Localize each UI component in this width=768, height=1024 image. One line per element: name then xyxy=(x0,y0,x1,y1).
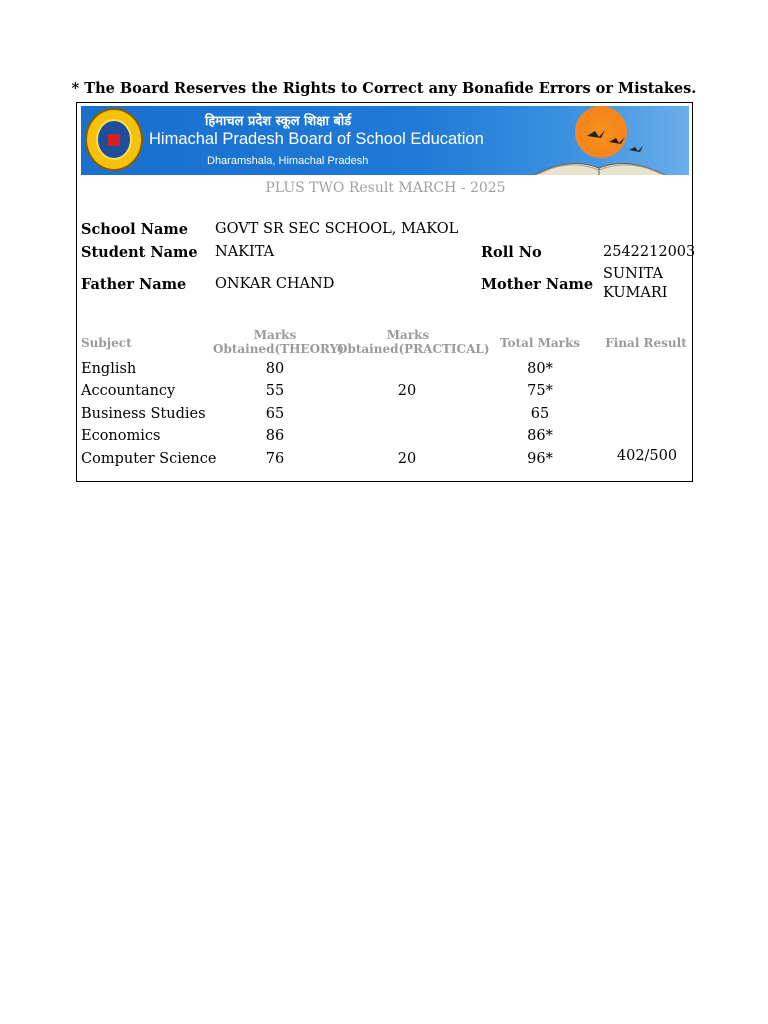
subject-cell: English xyxy=(81,361,137,377)
total-marks-cell: 96* xyxy=(527,450,553,467)
theory-marks-cell: 80 xyxy=(265,361,285,377)
board-name-hindi: हिमाचल प्रदेश स्कूल शिक्षा बोर्ड xyxy=(205,114,352,129)
final-result-value: 402/500 xyxy=(616,448,678,464)
total-marks-cell: 86* xyxy=(527,428,553,445)
theory-marks-cell: 86 xyxy=(265,428,285,445)
total-marks-cell: 65 xyxy=(530,405,550,422)
practical-marks-cell: 20 xyxy=(397,383,417,400)
open-book-birds-graphic xyxy=(529,128,669,175)
roll-no-label: Roll No xyxy=(481,244,542,261)
subject-header: Subject xyxy=(81,336,132,350)
disclaimer-notice: * The Board Reserves the Rights to Correct any Bonafide Errors or Mistakes. xyxy=(71,80,697,97)
practical-header: Marks Obtained(PRACTICAL) xyxy=(337,328,490,356)
exam-title: PLUS TWO Result MARCH - 2025 xyxy=(265,180,506,196)
total-marks-cell: 75* xyxy=(527,383,553,400)
theory-header: Marks Obtained(THEORY) xyxy=(213,328,344,356)
student-name-value: NAKITA xyxy=(215,244,275,260)
total-marks-cell: 80* xyxy=(527,361,553,377)
subject-cell: Economics xyxy=(81,428,161,445)
board-name: Himachal Pradesh Board of School Education xyxy=(149,130,484,148)
subject-cell: Computer Science xyxy=(81,450,217,467)
board-seal-logo xyxy=(85,108,143,171)
mother-name-label: Mother Name xyxy=(481,276,594,293)
practical-marks-cell: 20 xyxy=(397,450,417,467)
subject-cell: Accountancy xyxy=(81,383,176,400)
father-name-value: ONKAR CHAND xyxy=(215,276,335,292)
student-name-label: Student Name xyxy=(81,244,198,261)
roll-no-value: 2542212003 xyxy=(603,244,696,260)
mother-name-value-line1: SUNITA xyxy=(603,266,663,282)
theory-marks-cell: 65 xyxy=(265,405,285,422)
board-banner xyxy=(81,106,689,175)
father-name-label: Father Name xyxy=(81,276,187,293)
school-name-label: School Name xyxy=(81,221,188,238)
mother-name-value-line2: KUMARI xyxy=(603,285,668,301)
theory-marks-cell: 76 xyxy=(265,450,285,467)
theory-marks-cell: 55 xyxy=(265,383,285,400)
final-result-header: Final Result xyxy=(605,336,687,350)
result-card xyxy=(76,102,696,482)
school-name-value: GOVT SR SEC SCHOOL, MAKOL xyxy=(215,221,459,237)
board-location: Dharamshala, Himachal Pradesh xyxy=(207,155,369,167)
subject-cell: Business Studies xyxy=(81,405,206,422)
total-marks-header: Total Marks xyxy=(499,336,581,350)
